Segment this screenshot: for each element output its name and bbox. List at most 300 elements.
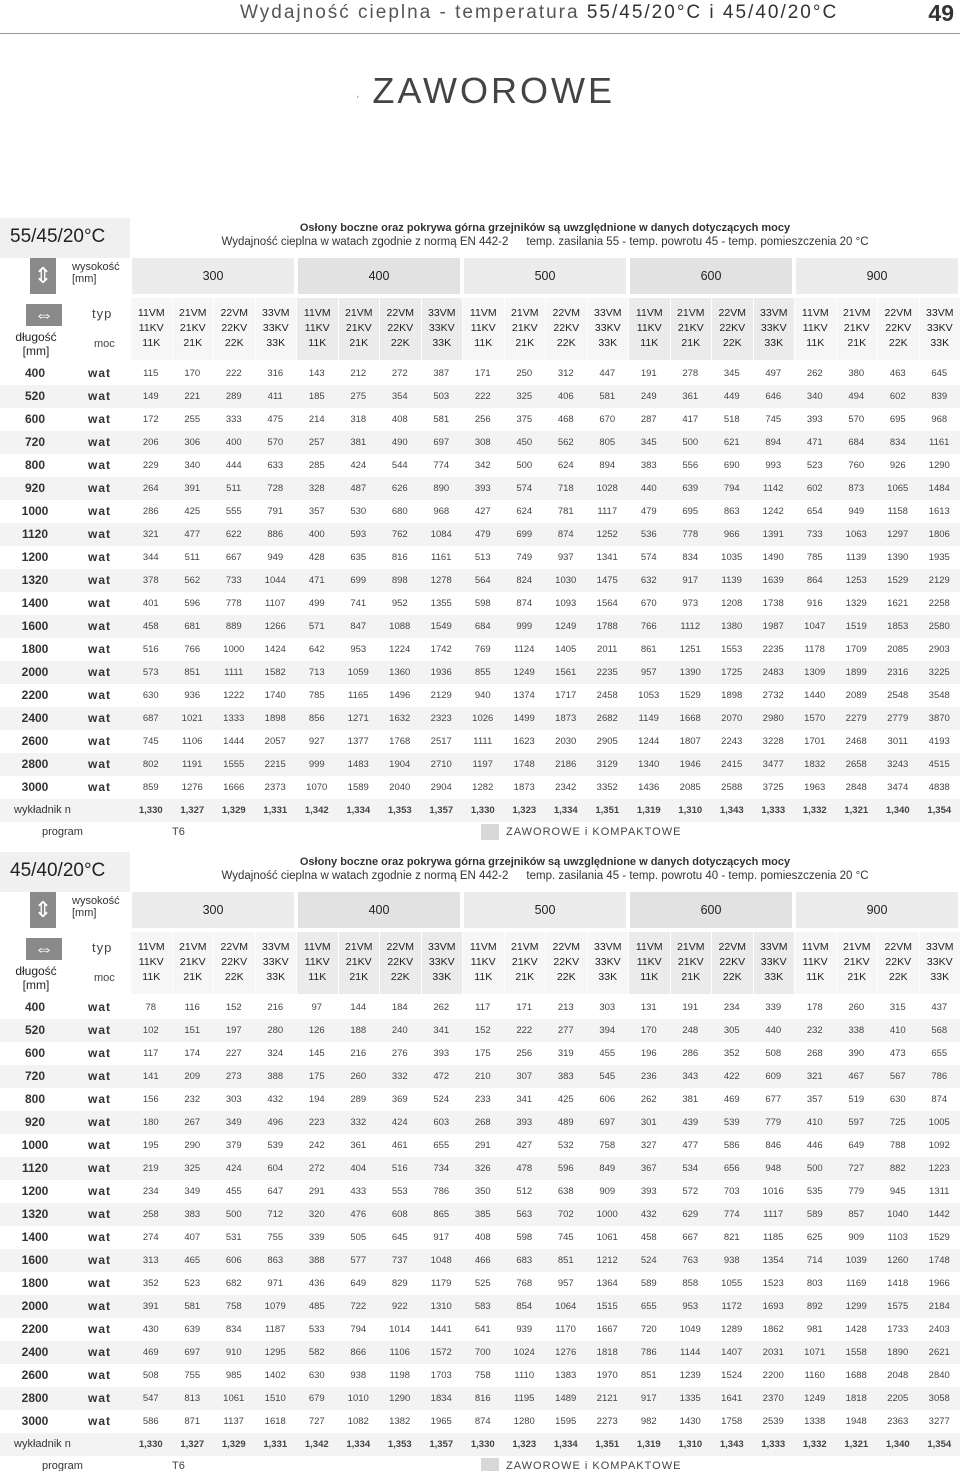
- power-value: 439: [682, 1117, 699, 1128]
- power-value: 2235: [762, 644, 784, 655]
- power-value: 3725: [762, 782, 784, 793]
- type-header: [421, 298, 463, 360]
- power-value: 257: [308, 437, 325, 448]
- power-value: 656: [723, 1163, 740, 1174]
- power-value: 639: [682, 483, 699, 494]
- power-value: 571: [308, 621, 325, 632]
- type-header: [172, 932, 214, 994]
- power-value: 1441: [430, 1324, 452, 1335]
- table-row: [0, 431, 960, 454]
- power-value: 597: [848, 1117, 865, 1128]
- row-unit: wat: [88, 550, 112, 564]
- power-value: 545: [599, 1071, 616, 1082]
- row-length: 1400: [21, 1230, 49, 1244]
- type-code: 11VM: [635, 307, 663, 319]
- power-value: 1402: [264, 1370, 286, 1381]
- table-row: [0, 1318, 960, 1341]
- type-code: 33K: [266, 971, 286, 983]
- power-value: 654: [806, 506, 823, 517]
- power-value: 367: [640, 1163, 657, 1174]
- power-value: 874: [557, 529, 574, 540]
- power-value: 2184: [928, 1301, 950, 1312]
- power-value: 639: [184, 1324, 201, 1335]
- power-value: 779: [765, 1117, 782, 1128]
- power-value: 834: [682, 552, 699, 563]
- height-label-text: wysokość: [72, 261, 120, 273]
- row-unit: wat: [88, 1000, 112, 1014]
- power-value: 444: [225, 460, 242, 471]
- power-value: 1899: [845, 667, 867, 678]
- power-value: 953: [350, 644, 367, 655]
- type-code: 22KV: [885, 322, 912, 334]
- power-value: 303: [225, 1094, 242, 1105]
- power-value: 1788: [596, 621, 618, 632]
- power-value: 145: [308, 1048, 325, 1059]
- power-value: 268: [474, 1117, 491, 1128]
- power-value: 1515: [596, 1301, 618, 1312]
- power-value: 1890: [887, 1347, 909, 1358]
- power-value: 1582: [264, 667, 286, 678]
- power-value: 3870: [928, 713, 950, 724]
- type-code: 33VM: [760, 307, 788, 319]
- power-value: 1111: [473, 736, 493, 747]
- power-value: 1904: [389, 759, 411, 770]
- power-value: 909: [599, 1186, 616, 1197]
- power-value: 847: [350, 621, 367, 632]
- power-value: 1005: [928, 1117, 950, 1128]
- power-value: 196: [640, 1048, 657, 1059]
- row-length: 3000: [21, 1414, 49, 1428]
- power-value: 1390: [679, 667, 701, 678]
- power-value: 574: [640, 552, 657, 563]
- power-value: 866: [350, 1347, 367, 1358]
- type-code: 21KV: [677, 322, 704, 334]
- type-code: 22KV: [553, 322, 580, 334]
- power-value: 1405: [555, 644, 577, 655]
- power-value: 535: [806, 1186, 823, 1197]
- power-value: 641: [474, 1324, 491, 1335]
- power-value: 1519: [845, 621, 867, 632]
- power-value: 216: [350, 1048, 367, 1059]
- power-value: 937: [557, 552, 574, 563]
- type-code: 21K: [183, 971, 203, 983]
- type-header: [670, 932, 712, 994]
- power-value: 1139: [721, 575, 742, 586]
- power-value: 712: [267, 1209, 284, 1220]
- power-value: 2621: [928, 1347, 950, 1358]
- power-value: 624: [516, 506, 533, 517]
- power-value: 2235: [596, 667, 618, 678]
- power-value: 758: [474, 1370, 491, 1381]
- power-value: 1377: [347, 736, 369, 747]
- info-line-norm-text: Wydajność cieplna w watach zgodnie z normą EN 442-2: [221, 870, 509, 882]
- program-zaworowe-kompaktowe: ZAWOROWE i KOMPAKTOWE: [506, 1460, 682, 1471]
- table-row: [0, 776, 960, 799]
- row-length: 1120: [21, 527, 49, 541]
- type-code: 22VM: [386, 941, 414, 953]
- power-value: 325: [516, 391, 533, 402]
- type-header: [670, 298, 712, 360]
- exponent-value: 1,333: [761, 1439, 786, 1450]
- row-length: 1600: [21, 619, 49, 633]
- power-value: 278: [682, 368, 699, 379]
- power-value: 1024: [513, 1347, 535, 1358]
- height-header: 900: [796, 892, 958, 928]
- type-code: 33VM: [428, 307, 456, 319]
- type-header: [794, 298, 836, 360]
- power-value: 1898: [721, 690, 743, 701]
- power-value: 219: [142, 1163, 159, 1174]
- power-value: 2539: [762, 1416, 784, 1427]
- power-value: 596: [557, 1163, 574, 1174]
- row-unit: wat: [88, 435, 112, 449]
- power-value: 272: [391, 368, 408, 379]
- heights-row: [0, 258, 960, 294]
- type-header: [130, 932, 172, 994]
- type-code: 21VM: [843, 307, 871, 319]
- power-value: 539: [723, 1117, 740, 1128]
- type-header: [587, 298, 629, 360]
- power-value: 508: [142, 1370, 159, 1381]
- table-row: [0, 638, 960, 661]
- power-value: 714: [806, 1255, 823, 1266]
- power-value: 332: [350, 1117, 367, 1128]
- power-value: 500: [516, 460, 533, 471]
- type-code: 21VM: [511, 307, 539, 319]
- type-code: 22VM: [718, 307, 746, 319]
- row-length: 400: [24, 366, 46, 380]
- type-code: 33VM: [428, 941, 456, 953]
- type-code: 21K: [847, 971, 867, 983]
- power-value: 1496: [389, 690, 411, 701]
- type-header: [587, 932, 629, 994]
- power-value: 857: [848, 1209, 865, 1220]
- type-header: [462, 932, 504, 994]
- type-code: 11VM: [801, 941, 829, 953]
- power-value: 1490: [762, 552, 784, 563]
- power-value: 477: [682, 1140, 699, 1151]
- power-value: 985: [225, 1370, 242, 1381]
- power-value: 1570: [804, 713, 826, 724]
- power-value: 410: [889, 1025, 906, 1036]
- power-value: 864: [806, 575, 823, 586]
- power-value: 1137: [223, 1416, 244, 1427]
- power-value: 343: [682, 1071, 699, 1082]
- power-value: 432: [640, 1209, 657, 1220]
- power-value: 1028: [596, 483, 618, 494]
- power-value: 768: [516, 1278, 533, 1289]
- exponent-value: 1,323: [512, 1439, 537, 1450]
- type-code: 11KV: [802, 956, 828, 968]
- power-value: 1688: [845, 1370, 867, 1381]
- power-value: 1310: [430, 1301, 452, 1312]
- power-value: 273: [225, 1071, 242, 1082]
- power-value: 1374: [513, 690, 535, 701]
- power-value: 936: [184, 690, 201, 701]
- table-row: [0, 523, 960, 546]
- power-value: 839: [931, 391, 948, 402]
- type-code: 33KV: [428, 956, 455, 968]
- power-value: 1021: [181, 713, 203, 724]
- power-value: 1271: [347, 713, 369, 724]
- power-value: 1418: [887, 1278, 909, 1289]
- power-value: 2089: [845, 690, 867, 701]
- power-value: 894: [599, 460, 616, 471]
- power-value: 354: [391, 391, 408, 402]
- power-value: 255: [184, 414, 201, 425]
- power-value: 455: [225, 1186, 242, 1197]
- power-value: 649: [350, 1278, 367, 1289]
- type-header: [836, 932, 878, 994]
- power-value: 2215: [264, 759, 286, 770]
- row-length: 1000: [21, 504, 49, 518]
- power-value: 450: [516, 437, 533, 448]
- row-unit: wat: [88, 757, 112, 771]
- power-value: 1623: [513, 736, 535, 747]
- row-length: 520: [24, 389, 46, 403]
- type-header: [753, 932, 795, 994]
- power-value: 227: [225, 1048, 242, 1059]
- power-value: 144: [350, 1002, 367, 1013]
- power-value: 892: [806, 1301, 823, 1312]
- power-value: 276: [391, 1048, 408, 1059]
- power-value: 563: [516, 1209, 533, 1220]
- table-row: [0, 1019, 960, 1042]
- power-value: 318: [350, 414, 367, 425]
- table-row: [0, 1226, 960, 1249]
- power-value: 383: [184, 1209, 201, 1220]
- power-value: 794: [350, 1324, 367, 1335]
- power-value: 949: [848, 506, 865, 517]
- power-value: 1618: [264, 1416, 286, 1427]
- power-value: 394: [599, 1025, 616, 1036]
- power-value: 677: [765, 1094, 782, 1105]
- power-value: 1970: [596, 1370, 618, 1381]
- power-value: 3277: [928, 1416, 950, 1427]
- header-title-text: Wydajność cieplna - temperatura: [240, 2, 580, 23]
- power-value: 191: [682, 1002, 699, 1013]
- power-value: 829: [391, 1278, 408, 1289]
- type-header: [919, 932, 960, 994]
- power-value: 272: [308, 1163, 325, 1174]
- row-length: 2400: [21, 1345, 49, 1359]
- power-value: 307: [516, 1071, 533, 1082]
- power-value: 1621: [887, 598, 909, 609]
- power-value: 532: [557, 1140, 574, 1151]
- power-value: 629: [682, 1209, 699, 1220]
- type-code: 21KV: [511, 956, 538, 968]
- power-value: 534: [682, 1163, 699, 1174]
- exponent-value: 1,340: [885, 1439, 910, 1450]
- power-value: 1701: [804, 736, 826, 747]
- power-value: 191: [640, 368, 657, 379]
- power-value: 393: [806, 414, 823, 425]
- heights-row: [0, 892, 960, 928]
- power-value: 834: [225, 1324, 242, 1335]
- type-code: 11K: [308, 971, 327, 983]
- exponent-value: 1,327: [180, 805, 205, 816]
- power-value: 327: [640, 1140, 657, 1151]
- power-value: 469: [142, 1347, 159, 1358]
- power-value: 1082: [347, 1416, 369, 1427]
- power-value: 197: [225, 1025, 242, 1036]
- type-code: 21KV: [345, 322, 372, 334]
- power-value: 1124: [514, 644, 535, 655]
- type-code: 11KV: [636, 956, 662, 968]
- power-value: 667: [682, 1232, 699, 1243]
- type-code: 33K: [764, 337, 784, 349]
- power-value: 471: [806, 437, 823, 448]
- table-row: [0, 1042, 960, 1065]
- power-value: 581: [433, 414, 450, 425]
- power-value: 567: [889, 1071, 906, 1082]
- power-value: 622: [225, 529, 242, 540]
- table-row: [0, 477, 960, 500]
- type-code: 22VM: [884, 941, 912, 953]
- power-value: 1553: [721, 644, 743, 655]
- type-code: 22VM: [552, 307, 580, 319]
- power-value: 466: [474, 1255, 491, 1266]
- power-value: 432: [267, 1094, 284, 1105]
- exponent-label: wykładnik n: [14, 1438, 71, 1450]
- power-value: 596: [184, 598, 201, 609]
- exponent-value: 1,323: [512, 805, 537, 816]
- type-code: 33K: [598, 971, 618, 983]
- power-value: 2732: [762, 690, 784, 701]
- power-value: 603: [433, 1117, 450, 1128]
- power-value: 513: [474, 552, 491, 563]
- power-value: 260: [848, 1002, 865, 1013]
- power-value: 341: [516, 1094, 533, 1105]
- power-value: 1070: [306, 782, 328, 793]
- type-header: [628, 932, 670, 994]
- power-value: 855: [474, 667, 491, 678]
- power-value: 1224: [389, 644, 411, 655]
- power-value: 727: [308, 1416, 325, 1427]
- power-value: 2548: [887, 690, 909, 701]
- power-value: 1818: [596, 1347, 618, 1358]
- page-number: 49: [928, 0, 954, 26]
- power-value: 589: [640, 1278, 657, 1289]
- power-value: 1499: [513, 713, 535, 724]
- type-header: [130, 298, 172, 360]
- power-value: 687: [142, 713, 159, 724]
- row-length: 800: [24, 458, 46, 472]
- power-value: 262: [433, 1002, 450, 1013]
- row-length: 2800: [21, 1391, 49, 1405]
- exponent-value: 1,327: [180, 1439, 205, 1450]
- power-value: 582: [308, 1347, 325, 1358]
- table-row: [0, 408, 960, 431]
- row-length: 1200: [21, 1184, 49, 1198]
- type-code: 22KV: [387, 322, 414, 334]
- power-value: 802: [142, 759, 159, 770]
- power-value: 178: [806, 1002, 823, 1013]
- power-value: 1946: [679, 759, 701, 770]
- power-value: 264: [142, 483, 159, 494]
- power-value: 3058: [928, 1393, 950, 1404]
- exponent-value: 1,357: [429, 805, 454, 816]
- type-code: 11KV: [138, 322, 164, 334]
- exponent-value: 1,342: [304, 805, 329, 816]
- exponent-value: 1,333: [761, 805, 786, 816]
- power-value: 725: [889, 1117, 906, 1128]
- power-value: 894: [765, 437, 782, 448]
- power-value: 428: [308, 552, 325, 563]
- table-row: [0, 1088, 960, 1111]
- power-value: 874: [516, 598, 533, 609]
- power-value: 256: [474, 414, 491, 425]
- power-value: 813: [184, 1393, 201, 1404]
- type-code: 22VM: [386, 307, 414, 319]
- power-value: 544: [391, 460, 408, 471]
- type-code: 11VM: [635, 941, 663, 953]
- row-length: 2400: [21, 711, 49, 725]
- type-code: 22VM: [220, 941, 248, 953]
- power-value: 1169: [846, 1278, 867, 1289]
- type-header: [338, 298, 380, 360]
- power-value: 277: [557, 1025, 574, 1036]
- exponent-value: 1,334: [553, 1439, 578, 1450]
- power-value: 242: [308, 1140, 325, 1151]
- power-value: 1549: [430, 621, 452, 632]
- type-code: 11K: [142, 337, 161, 349]
- power-value: 2980: [762, 713, 784, 724]
- power-value: 968: [433, 506, 450, 517]
- types-row: [0, 298, 960, 360]
- power-value: 1242: [762, 506, 784, 517]
- row-unit: wat: [88, 1092, 112, 1106]
- power-value: 338: [848, 1025, 865, 1036]
- power-value: 1936: [430, 667, 452, 678]
- type-code: 11VM: [303, 307, 331, 319]
- power-value: 1276: [555, 1347, 577, 1358]
- height-label-text: wysokość: [72, 895, 120, 907]
- power-value: 670: [640, 598, 657, 609]
- type-header: [213, 298, 255, 360]
- power-value: 1428: [845, 1324, 867, 1335]
- table-row: [0, 1410, 960, 1433]
- power-value: 786: [931, 1071, 948, 1082]
- section-info: [130, 222, 960, 248]
- height-label-unit: [mm]: [72, 907, 97, 919]
- power-value: 2121: [596, 1393, 618, 1404]
- power-value: 609: [765, 1071, 782, 1082]
- power-value: 516: [142, 644, 159, 655]
- exponent-value: 1,330: [138, 1439, 163, 1450]
- power-value: 1065: [887, 483, 909, 494]
- power-value: 1253: [845, 575, 867, 586]
- info-line-covers: Osłony boczne oraz pokrywa górna grzejników są uwzględnione w danych dotyczących mocy: [299, 222, 791, 234]
- power-value: 2129: [430, 690, 452, 701]
- table-row: [0, 1272, 960, 1295]
- power-value: 427: [474, 506, 491, 517]
- row-unit: wat: [88, 734, 112, 748]
- power-value: 172: [142, 414, 159, 425]
- type-code: 22KV: [387, 956, 414, 968]
- power-value: 1641: [721, 1393, 743, 1404]
- type-code: 21KV: [511, 322, 538, 334]
- power-value: 1589: [347, 782, 369, 793]
- power-value: 1725: [721, 667, 743, 678]
- power-value: 1309: [804, 667, 826, 678]
- exponent-value: 1,310: [678, 1439, 703, 1450]
- table-row: [0, 615, 960, 638]
- power-value: 788: [889, 1140, 906, 1151]
- power-value: 262: [806, 368, 823, 379]
- power-value: 393: [516, 1117, 533, 1128]
- power-value: 308: [474, 437, 491, 448]
